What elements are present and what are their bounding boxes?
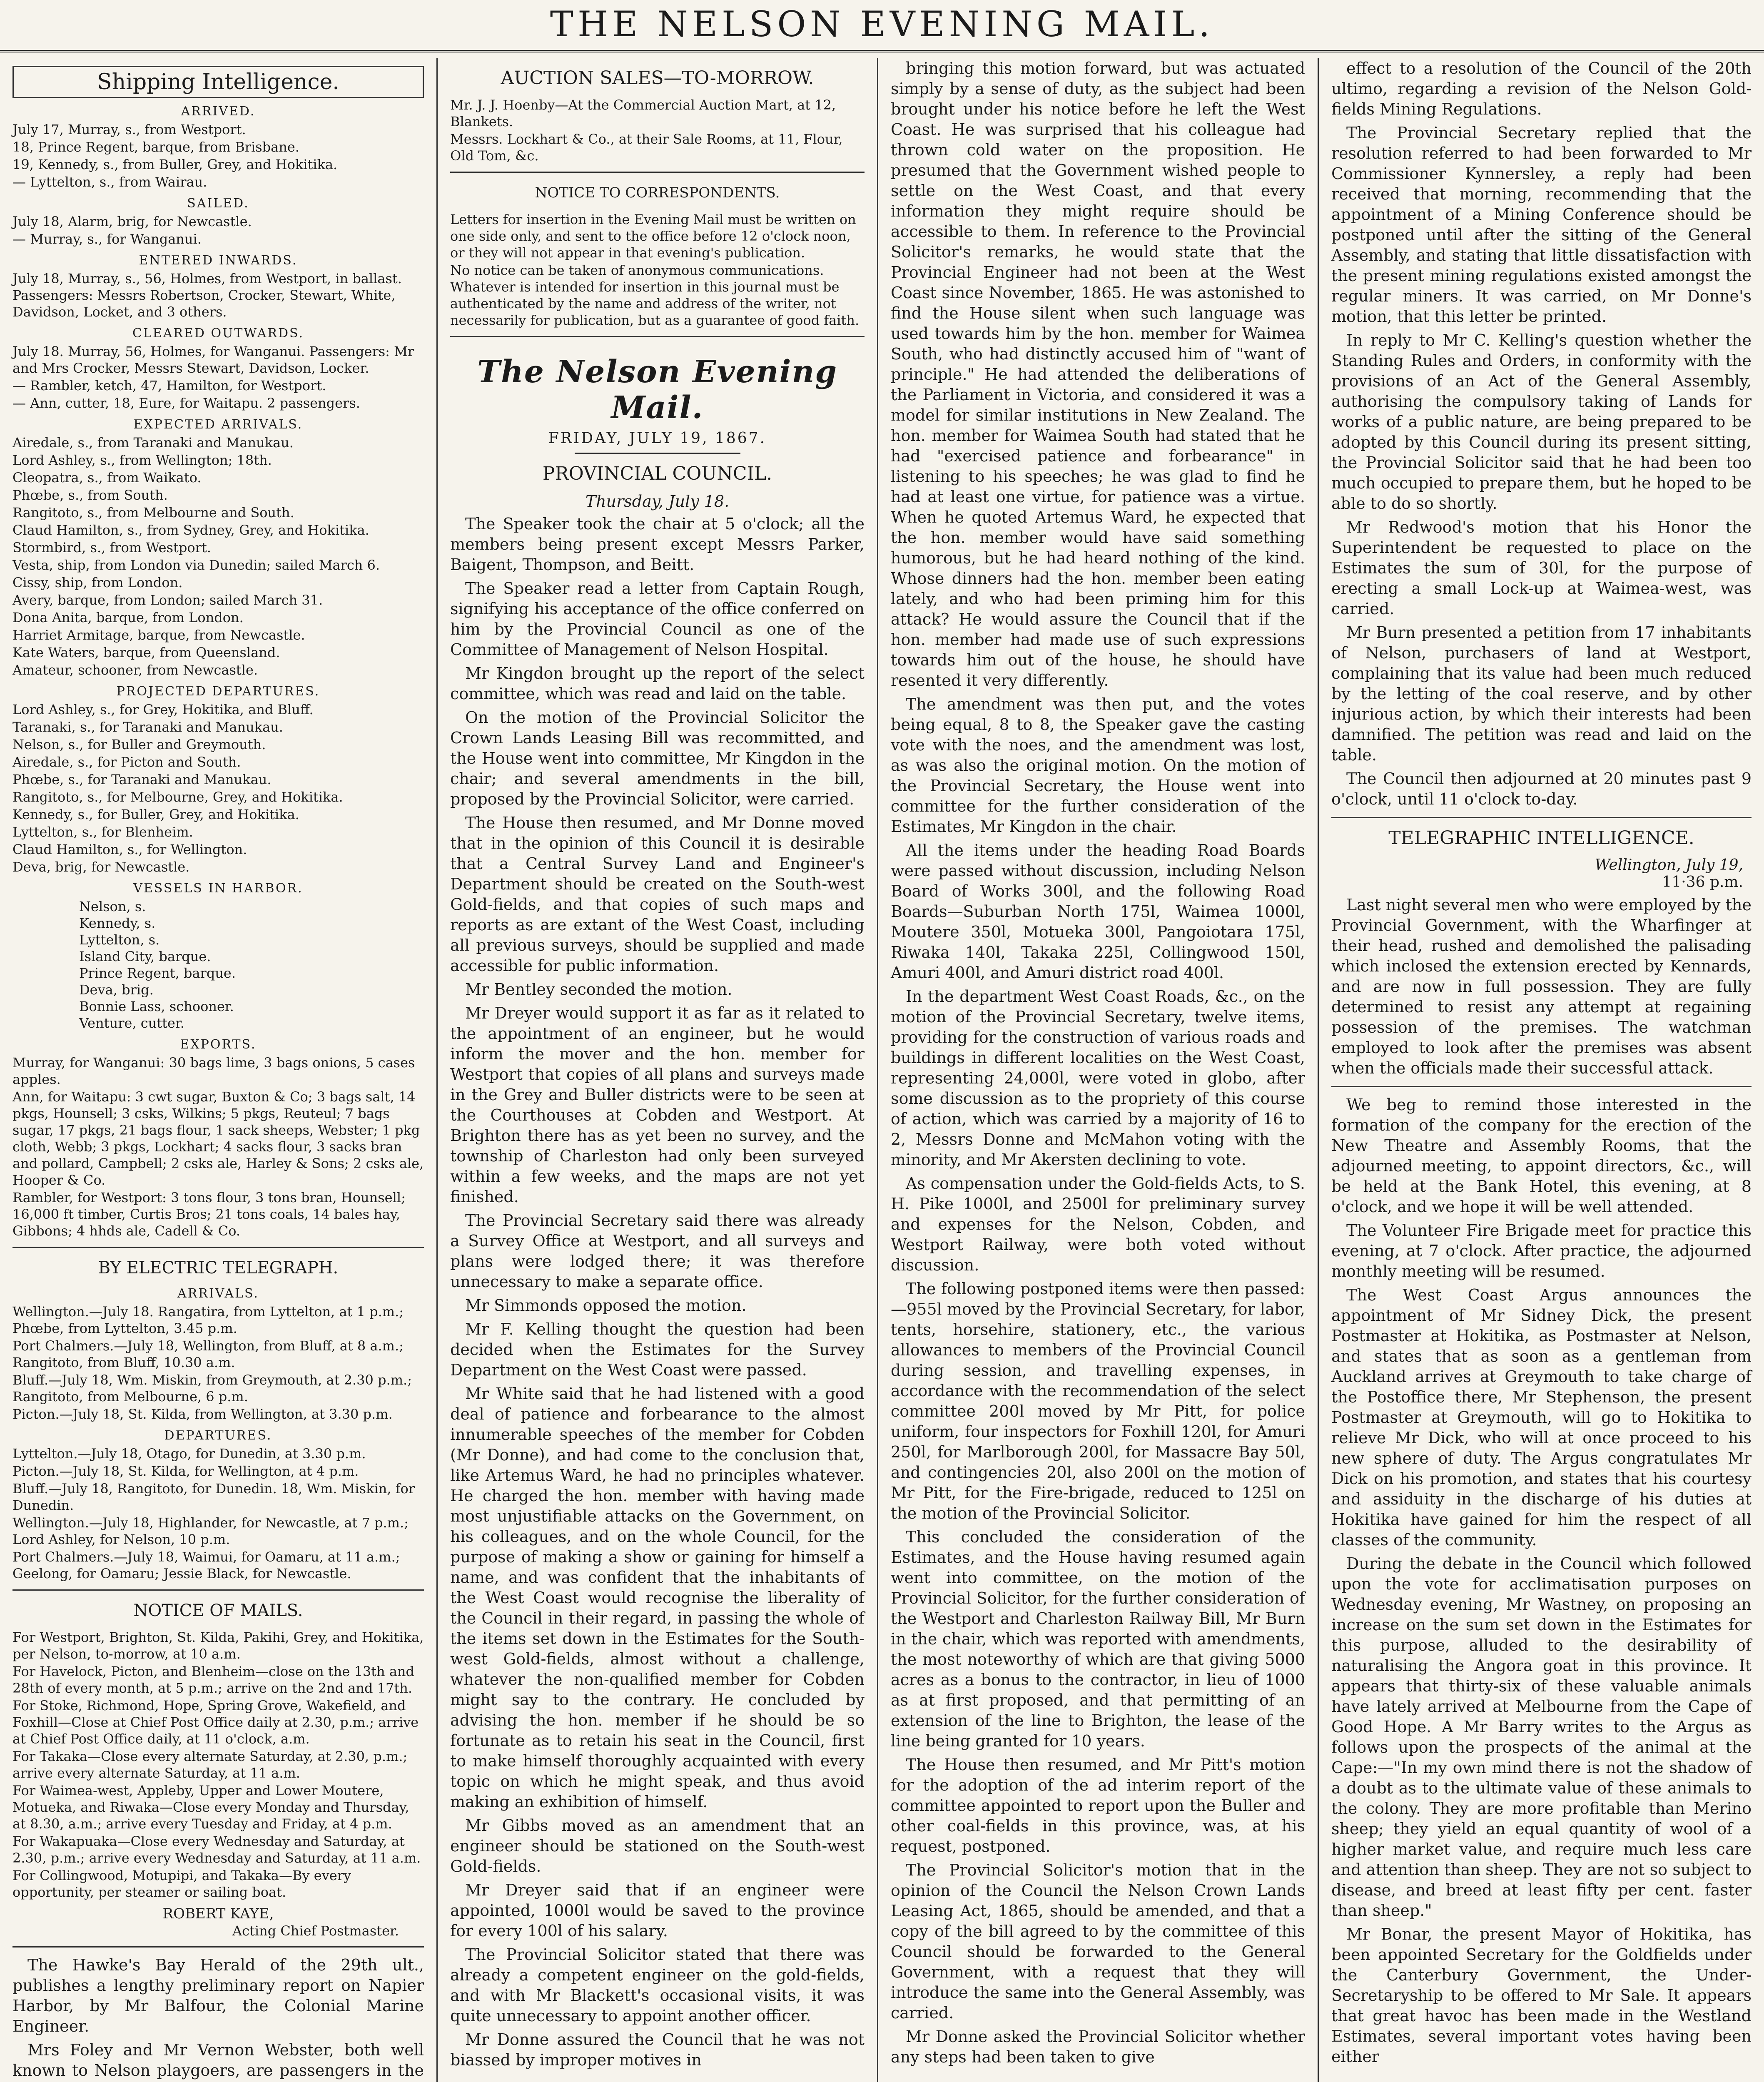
projected-list [12,701,424,875]
text-item: July 17, Murray, s., from Westport. [12,122,246,137]
text-item: Mr Kingdon brought up the report of the select committee, which was read and laid on the table. [450,664,865,703]
sailed-list [12,213,424,247]
text-item: Nelson, s., for Buller and Greymouth. [12,737,266,752]
text-item: Venture, cutter. [79,1015,184,1031]
divider [575,453,740,454]
text-item: The Volunteer Fire Brigade meet for practice this evening, at 7 o'clock. After practice, the adjourned monthly meeting will be resumed. [1331,1221,1752,1280]
text-item: As compensation under the Gold-fields Acts, to S. H. Pike 1000l, and 2500l for preliminary survey and expenses for the Nelson, Cobden, and Westport Railway, were both voted without discussion. [891,1174,1305,1274]
text-item: Mr Bentley seconded the motion. [465,980,733,999]
text-item: The Provincial Secretary replied that the resolution referred to had been forwarded to Mr Commissioner Kynnersley, a reply had been received that morning, recommending that the appointment of a Mining Conference should be postponed until after the sitting of the General Assembly, and stating that little dissatisfaction with the present mining regulations existed amongst the regular miners. It was carried, on Mr Donne's motion, that this letter be printed. [1331,124,1752,326]
sailed-heading: SAILED. [187,196,249,211]
text-item: Claud Hamilton, s., from Sydney, Grey, and Hokitika. [12,522,369,538]
text-item: Stormbird, s., from Westport. [12,540,211,555]
text-item: Vesta, ship, from London via Dunedin; sailed March 6. [12,557,380,573]
text-item: Mr Gibbs moved as an amendment that an engineer should be stationed on the South-west Gold-fields. [450,1816,865,1875]
text-item: Island City, barque. [79,949,211,964]
text-item: 19, Kennedy, s., from Buller, Grey, and Hokitika. [12,157,338,172]
text-item: Bonnie Lass, schooner. [79,999,234,1014]
text-item: For Waimea-west, Appleby, Upper and Lower Moutere, Motueka, and Riwaka—Close every Monday and Thursday, at 8.30, a.m.; arrive every Tuesday and Friday, at 4 p.m. [12,1783,409,1832]
text-item: Taranaki, s., for Taranaki and Manukau. [12,719,283,735]
text-item: Bluff.—July 18, Wm. Miskin, from Greymouth, at 2.30 p.m.; Rangitoto, from Melbourne, 6 p.m. [12,1372,412,1405]
telegraphic-dateline: Wellington, July 19, [1595,857,1743,874]
text-item: Airedale, s., for Picton and South. [12,754,241,770]
mails-list [12,1629,424,1900]
text-item: In reply to Mr C. Kelling's question whether the Standing Rules and Orders, in conformity with the provisions of an Act of the General Assembly, authorising the compulsory taking of Lands for works of a public nature, are being prepared to be adopted by this Council during its present sitting, the Provincial Solicitor said that he had been too much occupied to prepare them, but he hoped to be able to do so shortly. [1331,331,1752,513]
text-item: Harriet Armitage, barque, from Newcastle. [12,627,305,643]
text-item: Lord Ashley, s., from Wellington; 18th. [12,452,272,468]
text-item: bringing this motion forward, but was actuated simply by a sense of duty, as the subject had been brought under his notice before he left the West Coast. He was surprised that his colleague had thrown cold water on the proposition. He presumed that the Government wished people to settle on the West Coast, and that every information they might require should be accessible to them. In reference to the Provincial Solicitor's remarks, he would state that the Provincial Engineer had not been at the West Coast since November, 1865. He was astonished to find the House silent when such language was used towards him by the hon. member for Waimea South, who had distinctly accused him of "want of principle." He had attended the deliberations of the Parliament in Victoria, and considered it was a model for similar institutions in New Zealand. The hon. member for Waimea South had stated that he had "exercised patience and forbearance" in listening to his speeches; he was glad to find he had at least one virtue, for patience was a virtue. When he quoted Artemus Ward, he expected that the hon. member would have said something humorous, but he had heard nothing of the kind. Whose dinners had the hon. member been eating lately, and who had been priming him for this attack? He would assure the Council that if the hon. member had made use of such expressions towards him out of the house, he should have resented it very differently. [891,59,1305,690]
text-item: effect to a resolution of the Council of the 20th ultimo, regarding a revision of the Nelson Gold-fields Mining Regulations. [1331,59,1752,118]
text-item: Rangitoto, s., from Melbourne and South. [12,505,294,520]
text-item: The Provincial Solicitor's motion that in the opinion of the Council the Nelson Crown Lands Leasing Act, 1865, should be amended, and that a copy of the bill agreed to by the committee of this Council should be forwarded to the General Government, with a request that they will introduce the same into the General Assembly, was carried. [891,1861,1305,2022]
text-item: Kate Waters, barque, from Queensland. [12,645,280,660]
divider [12,1946,424,1948]
divider [1331,817,1752,818]
text-item: Mrs Foley and Mr Vernon Webster, both well known to Nelson playgoers, are passengers in the [12,2041,424,2080]
column-3 [877,58,1318,2082]
text-item: The House then resumed, and Mr Pitt's motion for the adoption of the ad interim report of the committee appointed to report upon the Buller and other coal-fields in this province, was, at his request, postponed. [891,1756,1305,1855]
text-item: — Rambler, ketch, 47, Hamilton, for Westport. [12,378,326,393]
text-item: Avery, barque, from London; sailed March 31. [12,592,323,608]
cleared-list [12,343,424,411]
divider [1331,1086,1752,1087]
text-item: Deva, brig. [79,982,154,998]
text-item: We beg to remind those interested in the formation of the company for the erection of the New Theatre and Assembly Rooms, that the adjourned meeting, to appoint directors, &c., will be held at the Bank Hotel, this evening, at 8 o'clock, and we hope it will be well attended. [1331,1096,1752,1216]
text-item: Phœbe, s., from South. [12,487,168,503]
divider [12,1589,424,1591]
text-item: Mr Dreyer would support it as far as it related to the appointment of an engineer, but he would inform the mover and the hon. member for Westport that copies of all plans and surveys made in the Grey and Buller districts were to be seen at the Courthouses at Cobden and Westport. At Brighton there has as yet been no survey, and the township of Charleston had only been surveyed within a few weeks, and the maps are not yet finished. [450,1004,865,1206]
text-item: Phœbe, s., for Taranaki and Manukau. [12,772,272,787]
text-item: Amateur, schooner, from Newcastle. [12,662,258,678]
text-item: The Council then adjourned at 20 minutes past 9 o'clock, until 11 o'clock to-day. [1331,770,1752,808]
projected-heading: PROJECTED DEPARTURES. [116,684,320,699]
text-item: For Westport, Brighton, St. Kilda, Pakihi, Grey, and Hokitika, per Nelson, to-morrow, at 10 a.m. [12,1629,424,1662]
col4-paragraphs-top [1331,58,1752,809]
text-item: Mr Donne asked the Provincial Solicitor whether any steps had been taken to give [891,2027,1305,2066]
text-item: Mr Donne assured the Council that he was not biassed by improper motives in [450,2030,865,2069]
text-item: The amendment was then put, and the votes being equal, 8 to 8, the Speaker gave the casting vote with the noes, and the amendment was lost, as was also the original motion. On the motion of the Provincial Secretary, the House went into committee for the further consideration of the Estimates, Mr Kingdon in the chair. [891,695,1305,836]
text-item: Bluff.—July 18, Rangitoto, for Dunedin. 18, Wm. Miskin, for Dunedin. [12,1481,415,1513]
text-item: Wellington.—July 18. Rangatira, from Lyttelton, at 1 p.m.; Phœbe, from Lyttelton, 3.45 p.m. [12,1304,404,1336]
text-item: Picton.—July 18, St. Kilda, from Wellington, at 3.30 p.m. [12,1406,393,1422]
text-item: — Ann, cutter, 18, Eure, for Waitapu. 2 passengers. [12,395,360,411]
text-item: Mr Simmonds opposed the motion. [465,1296,747,1315]
text-item: Mr Bonar, the present Mayor of Hokitika, has been appointed Secretary for the Goldfields under the Canterbury Government, the Under-Secretaryship to be offered to Mr Sale. It appears that great havoc has been made in the Westland Estimates, several important votes having been either [1331,1925,1752,2066]
text-item: Prince Regent, barque. [79,965,236,981]
vessels-heading: VESSELS IN HARBOR. [133,881,303,896]
vessels-list [12,898,424,1031]
text-item: Mr Redwood's motion that his Honor the Superintendent be requested to place on the Estimates the sum of 30l, for the purpose of erecting a small Lock-up at Waimea-west, was carried. [1331,518,1752,618]
column-4 [1318,58,1764,2082]
telegraph-departures-list [12,1445,424,1582]
text-item: Port Chalmers.—July 18, Wellington, from Bluff, at 8 a.m.; Rangitoto, from Bluff, 10.30 a.m. [12,1338,404,1370]
col2-paragraphs [450,514,865,2070]
text-item: Rambler, for Westport: 3 tons flour, 3 tons bran, Hounsell; 16,000 ft timber, Curtis Bros; 21 tons coals, 14 bales hay, Gibbons; 4 hhds ale, Cadell & Co. [12,1190,406,1239]
text-item: Cissy, ship, from London. [12,575,183,590]
mails-signature: ROBERT KAYE, [162,1905,274,1922]
columns [0,58,1764,2082]
expected-list [12,434,424,678]
text-item: For Collingwood, Motupipi, and Takaka—By every opportunity, per steamer or sailing boat. [12,1868,351,1900]
col3-paragraphs [891,58,1305,2067]
text-item: Mr F. Kelling thought the question had been decided when the Estimates for the Survey Department on the West Coast were passed. [450,1320,865,1379]
telegraph-title: BY ELECTRIC TELEGRAPH. [98,1258,339,1278]
mails-signature-role: Acting Chief Postmaster. [232,1923,399,1939]
text-item: During the debate in the Council which followed upon the vote for acclimatisation purposes on Wednesday evening, Mr Wastney, on proposing an increase on the sum set down in the Estimates for this purpose, alluded to the desirability of naturalising the Angora goat in this province. It appears that thirty-six of these valuable animals have lately arrived at Melbourne from the Cape of Good Hope. A Mr Barry writes to the Argus as follows upon the prospects of the animal at the Cape:—"In my own mind there is not the shadow of a doubt as to the ultimate value of these animals to the colony. They are more profitable than Merino sheep; they yield an equal quantity of wool of a higher market value, and require much less care and attention than sheep. They are not so subject to disease, and breed at least fifty per cent. faster than sheep." [1331,1554,1752,1920]
text-item: The Provincial Secretary said there was already a Survey Office at Westport, and all surveys and plans were lodged there; it was therefore unnecessary to make a separate office. [450,1211,865,1291]
text-item: The Hawke's Bay Herald of the 29th ult., publishes a lengthy preliminary report on Napier Harbor, by Mr Balfour, the Colonial Marine Engineer. [12,1956,424,2035]
exports-heading: EXPORTS. [180,1037,257,1052]
text-item: In the department West Coast Roads, &c., on the motion of the Provincial Secretary, twelve items, providing for the construction of various roads and buildings in different localities on the West Coast, representing 24,000l, were voted in globo, after some discussion as to the propriety of this course of action, which was carried by a majority of 16 to 2, Messrs Donne and McMahon voting with the minority, and Mr Akersten declining to vote. [891,987,1305,1169]
council-day: Thursday, July 18. [585,492,730,511]
arrived-list [12,121,424,190]
col4-paragraphs-bottom [1331,1095,1752,2067]
text-item: Airedale, s., from Taranaki and Manukau. [12,435,294,451]
telegraphic-paragraph: Last night several men who were employed by the Provincial Government, with the Wharfinger at their head, rushed and demolished the palisading which inclosed the extension erected by Kennards, and are now in full possession. They are fully determined to resist any attempt at regaining possession of the premises. The watchman employed to look after the premises was absent when the officials made their successful attack. [1331,896,1752,1077]
council-title: PROVINCIAL COUNCIL. [542,463,772,484]
text-item: The House then resumed, and Mr Donne moved that in the opinion of this Council it is desirable that a Central Survey Land and Engineer's Department should be created on the South-west Gold-fields, and that copies of such maps and reports as are extant of the West Coast, including all previous surveys, should be supplied and made accessible for public information. [450,814,865,975]
telegraphic-time: 11·36 p.m. [1662,874,1743,891]
text-item: For Takaka—Close every alternate Saturday, at 2.30, p.m.; arrive every alternate Saturday, at 11 a.m. [12,1748,408,1781]
text-item: The Provincial Solicitor stated that there was already a competent engineer on the gold-fields, and with Mr Blackett's occasional visits, it was quite unnecessary to appoint another officer. [450,1945,865,2025]
text-item: Kennedy, s., for Buller, Grey, and Hokitika. [12,807,299,822]
text-item: Mr Dreyer said that if an engineer were appointed, 1000l would be saved to the province for every 100l of his salary. [450,1881,865,1940]
text-item: All the items under the heading Road Boards were passed without discussion, including Nelson Board of Works 300l, and the following Road Boards—Suburban North 175l, Waimea 1000l, Moutere 350l, Motueka 300l, Pangoiotara 175l, Riwaka 140l, Takaka 225l, Collingwood 150l, Amuri 400l, and Amuri district road 400l. [891,841,1305,982]
exports-list [12,1054,424,1239]
divider [450,336,865,337]
col1-paragraphs [12,1955,424,2082]
text-item: Lyttelton, s. [79,932,160,948]
shipping-title: Shipping Intelligence. [12,66,424,98]
text-item: Picton.—July 18, St. Kilda, for Wellington, at 4 p.m. [12,1463,359,1479]
text-item: 18, Prince Regent, barque, from Brisbane. [12,139,299,155]
telegraphic-title: TELEGRAPHIC INTELLIGENCE. [1388,827,1694,849]
text-item: For Havelock, Picton, and Blenheim—close on the 13th and 28th of every month, at 5 p.m.; arrive on the 2nd and 17th. [12,1664,414,1696]
mails-title: NOTICE OF MAILS. [133,1601,303,1620]
text-item: Lyttelton.—July 18, Otago, for Dunedin, at 3.30 p.m. [12,1446,366,1462]
text-item: Lyttelton, s., for Blenheim. [12,824,193,840]
divider [450,172,865,173]
text-item: Messrs. Lockhart & Co., at their Sale Rooms, at 11, Flour, Old Tom, &c. [450,131,843,164]
text-item: Mr. J. J. Hoenby—At the Commercial Auction Mart, at 12, Blankets. [450,97,836,130]
text-item: The West Coast Argus announces the appointment of Mr Sidney Dick, the present Postmaster at Hokitika, as Postmaster at Nelson, and states that as soon as a gentleman from Auckland arrives at Greymouth to take charge of the Postoffice there, Mr Stephenson, the present Postmaster at Greymouth, will go to Hokitika to relieve Mr Dick, who will at once proceed to his new sphere of duty. The Argus congratulates Mr Dick on his promotion, and states that his courtesy and assiduity in the discharge of his duties at Hokitika have gained for him the respect of all classes of the community. [1331,1286,1752,1549]
masthead-title: THE NELSON EVENING MAIL. [550,4,1214,45]
text-item: — Murray, s., for Wanganui. [12,231,202,247]
text-item: July 18, Murray, s., 56, Holmes, from Westport, in ballast. Passengers: Messrs Robertson, Crocker, Stewart, White, Davidson, Locket, and 3 others. [12,271,402,320]
text-item: — Lyttelton, s., from Wairau. [12,174,207,190]
text-item: Murray, for Wanganui: 30 bags lime, 3 bags onions, 5 cases apples. [12,1055,415,1087]
text-item: Mr White said that he had listened with a good deal of patience and forbearance to the almost innumerable speeches of the member for Cobden (Mr Donne), and had come to the conclusion that, like Artemus Ward, he had no principles whatever. He charged the hon. member with having made most unjustifiable attacks on the Government, on his colleagues, and on the whole Council, for the purpose of making a show or gaining for himself a name, and was confident that the inhabitants of the West Coast would recognise the liberality of the Council in their regard, in passing the whole of the items set down in the Estimates for the South-west Gold-fields, almost without a challenge, whatever the non-qualified member for Cobden might say to the contrary. He concluded by advising the hon. member if he should be so fortunate as to retain his seat in the Council, first to make himself thoroughly acquainted with every topic on which he might speak, and thus avoid making an exhibition of himself. [450,1385,865,1811]
correspondents-title: NOTICE TO CORRESPONDENTS. [535,184,780,201]
text-item: Ann, for Waitapu: 3 cwt sugar, Buxton & Co; 3 bags salt, 14 pkgs, Hounsell; 3 csks, Wilkins; 5 pkgs, Reuteul; 7 bags sugar, 17 pkgs, 21 bags flour, 1 sack sheeps, Webster; 1 pkg cloth, Webb; 3 pkgs, Lockhart; 4 sacks flour, 3 sacks bran and pollard, Campbell; 2 csks ale, Harley & Sons; 2 csks ale, Hooper & Co. [12,1089,424,1188]
telegraph-departures-heading: DEPARTURES. [164,1428,272,1443]
correspondents-list [450,211,865,329]
text-item: No notice can be taken of anonymous communications. Whatever is intended for insertion in this journal must be authenticated by the name and address of the writer, not necessarily for publication, but as a guarantee of good faith. [450,262,860,328]
entered-heading: ENTERED INWARDS. [139,253,298,268]
auction-title: AUCTION SALES—TO-MORROW. [501,67,814,89]
text-item: This concluded the consideration of the Estimates, and the House having resumed again went into committee, on the motion of the Provincial Solicitor, for the further consideration of the Westport and Charleston Railway Bill, Mr Burn in the chair, which was reported with amendments, the most noteworthy of which are that giving 5000 acres as a bonus to the contractor, in lieu of 1000 as at first proposed, and that permitting of an extension of the line to Brighton, the lease of the line being granted for 10 years. [891,1528,1305,1750]
text-item: Letters for insertion in the Evening Mail must be written on one side only, and sent to the office before 12 o'clock noon, or they will not appear in that evening's publication. [450,212,856,261]
issue-date: FRIDAY, JULY 19, 1867. [548,430,767,447]
telegraph-arrivals-list [12,1303,424,1422]
text-item: The following postponed items were then passed:—955l moved by the Provincial Secretary, for labor, tents, horsehire, stationery, etc., the various allowances to members of the Provincial Council during session, and travelling expenses, in accordance with the recommendation of the select committee 200l moved by Mr Pitt, for police uniform, four inspectors for Foxhill 120l, for Amuri 250l, for Marlborough 200l, for Massacre Bay 50l, and contingencies 20l, also 200l on the motion of Mr Pitt, for the Fire-brigade, reduced to 125l on the motion of the Provincial Solicitor. [891,1280,1305,1522]
column-2 [436,58,877,2082]
text-item: Dona Anita, barque, from London. [12,610,244,625]
text-item: For Wakapuaka—Close every Wednesday and Saturday, at 2.30, p.m.; arrive every Wednesday and Saturday, at 11 a.m. [12,1833,421,1866]
inline-masthead: The Nelson Evening Mail. [477,354,838,426]
text-item: Rangitoto, s., for Melbourne, Grey, and Hokitika. [12,789,343,805]
text-item: Mr Burn presented a petition from 17 inhabitants of Nelson, purchasers of land at Westport, complaining that its value had been much reduced by the letting of the coal reserve, and by other injurious action, by which their interests had been damnified. The petition was read and laid on the table. [1331,623,1752,764]
expected-heading: EXPECTED ARRIVALS. [133,417,303,432]
text-item: Wellington.—July 18, Highlander, for Newcastle, at 7 p.m.; Lord Ashley, for Nelson, 10 p.m. [12,1515,409,1547]
column-1 [0,58,436,2082]
text-item: Port Chalmers.—July 18, Waimui, for Oamaru, at 11 a.m.; Geelong, for Oamaru; Jessie Black, for Newcastle. [12,1549,400,1581]
entered-list [12,270,424,320]
text-item: For Stoke, Richmond, Hope, Spring Grove, Wakefield, and Foxhill—Close at Chief Post Office daily at 2.30, p.m.; arrive at Chief Post Office daily, at 11 o'clock, a.m. [12,1698,419,1747]
telegraph-arrivals-heading: ARRIVALS. [177,1286,259,1301]
arrived-heading: ARRIVED. [181,104,256,119]
masthead [0,0,1764,52]
text-item: Cleopatra, s., from Waikato. [12,470,202,486]
auction-list [450,97,865,164]
cleared-heading: CLEARED OUTWARDS. [132,326,304,341]
divider [12,1247,424,1248]
text-item: Nelson, s. [79,899,146,914]
text-item: July 18, Alarm, brig, for Newcastle. [12,214,252,229]
text-item: The Speaker took the chair at 5 o'clock; all the members being present except Messrs Parker, Baigent, Thompson, and Beitt. [450,515,865,574]
text-item: Claud Hamilton, s., for Wellington. [12,842,247,857]
text-item: On the motion of the Provincial Solicitor the Crown Lands Leasing Bill was recommitted, and the House went into committee, Mr Kingdon in the chair; and several amendments in the bill, proposed by the Provincial Solicitor, were carried. [450,708,865,808]
text-item: Deva, brig, for Newcastle. [12,859,190,875]
text-item: Kennedy, s. [79,915,156,931]
text-item: Lord Ashley, s., for Grey, Hokitika, and Bluff. [12,702,314,717]
text-item: July 18. Murray, 56, Holmes, for Wanganui. Passengers: Mr and Mrs Crocker, Messrs Stewart, Davidson, Locker. [12,344,414,376]
text-item: The Speaker read a letter from Captain Rough, signifying his acceptance of the office conferred on him by the Provincial Council as one of the Committee of Management of Nelson Hospital. [450,579,865,659]
